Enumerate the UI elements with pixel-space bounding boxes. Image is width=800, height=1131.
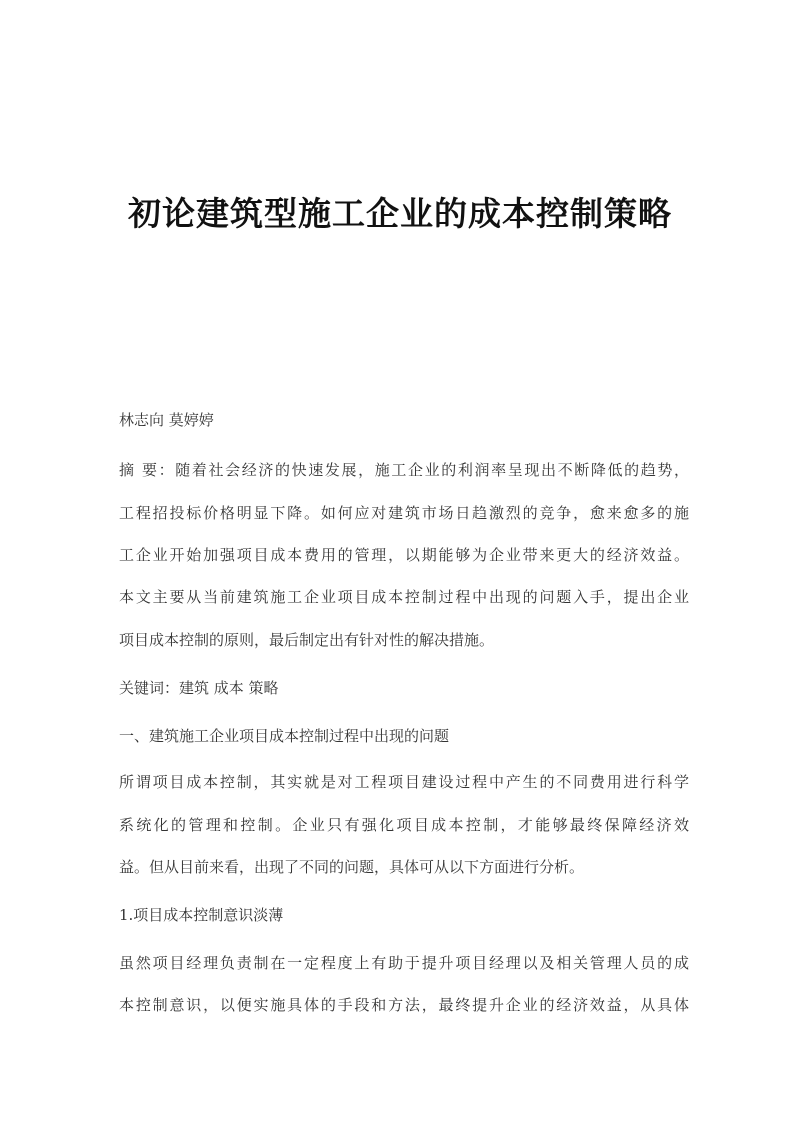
keywords: 关键词：建筑 成本 策略 bbox=[119, 679, 279, 697]
paragraph-line: 所谓项目成本控制，其实就是对工程项目建设过程中产生的不同费用进行科学 bbox=[119, 773, 689, 791]
abstract-line: 工程招投标价格明显下降。如何应对建筑市场日趋激烈的竞争，愈来愈多的施 bbox=[119, 504, 689, 522]
paragraph-line: 益。但从目前来看，出现了不同的问题，具体可从以下方面进行分析。 bbox=[119, 858, 585, 876]
abstract-line: 项目成本控制的原则，最后制定出有针对性的解决措施。 bbox=[119, 631, 495, 649]
paragraph-line: 系统化的管理和控制。企业只有强化项目成本控制，才能够最终保障经济效 bbox=[119, 816, 689, 834]
authors: 林志向 莫婷婷 bbox=[119, 411, 214, 429]
abstract-line: 摘 要：随着社会经济的快速发展，施工企业的利润率呈现出不断降低的趋势， bbox=[119, 461, 689, 479]
abstract-line: 工企业开始加强项目成本费用的管理，以期能够为企业带来更大的经济效益。 bbox=[119, 546, 689, 564]
abstract-line: 本文主要从当前建筑施工企业项目成本控制过程中出现的问题入手，提出企业 bbox=[119, 588, 689, 606]
subsection-heading: 1.项目成本控制意识淡薄 bbox=[119, 906, 284, 924]
paragraph-line: 虽然项目经理负责制在一定程度上有助于提升项目经理以及相关管理人员的成 bbox=[119, 954, 689, 972]
paragraph-line: 本控制意识，以便实施具体的手段和方法，最终提升企业的经济效益，从具体 bbox=[119, 996, 689, 1014]
document-title: 初论建筑型施工企业的成本控制策略 bbox=[128, 194, 672, 233]
section-heading: 一、建筑施工企业项目成本控制过程中出现的问题 bbox=[119, 727, 450, 745]
